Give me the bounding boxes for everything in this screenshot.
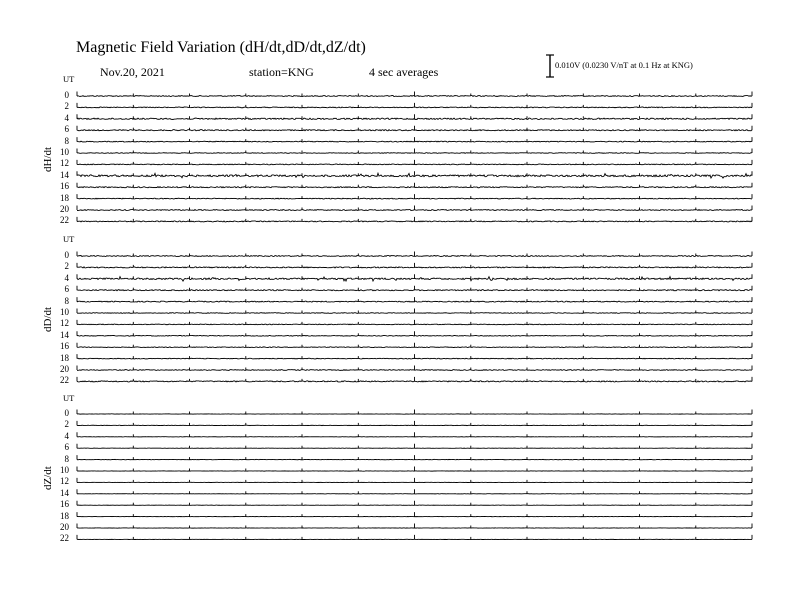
row-label: 0: [64, 408, 69, 418]
row-label: 14: [60, 329, 69, 340]
ut-header: UT: [63, 234, 75, 244]
panel-ylabel: dZ/dt: [42, 466, 54, 490]
row-label: 18: [60, 192, 69, 203]
row-label: 6: [64, 124, 69, 135]
row-label: 12: [60, 476, 69, 487]
row-label: 18: [60, 352, 69, 363]
row-label: 0: [64, 250, 69, 260]
station-label: station=KNG: [249, 65, 314, 79]
row-label: 22: [60, 215, 69, 226]
panel-ylabel: dD/dt: [42, 306, 54, 332]
averaging-label: 4 sec averages: [369, 65, 439, 79]
row-label: 22: [60, 375, 69, 386]
scale-bar: [546, 55, 554, 77]
row-label: 4: [64, 430, 69, 441]
date-label: Nov.20, 2021: [100, 65, 165, 79]
row-label: 20: [60, 364, 69, 374]
row-label: 22: [60, 533, 69, 544]
row-label: 20: [60, 522, 69, 532]
ut-header: UT: [63, 393, 75, 403]
row-label: 14: [60, 169, 69, 180]
panel-ylabel: dH/dt: [42, 146, 54, 172]
row-label: 14: [60, 487, 69, 498]
row-label: 2: [64, 261, 69, 272]
chart-title: Magnetic Field Variation (dH/dt,dD/dt,dZ/dt): [76, 39, 366, 56]
ut-header: UT: [63, 74, 75, 84]
row-label: 4: [64, 112, 69, 123]
row-label: 6: [64, 284, 69, 295]
row-label: 20: [60, 204, 69, 214]
row-label: 2: [64, 101, 69, 112]
row-label: 12: [60, 318, 69, 329]
scale-label: 0.010V (0.0230 V/nT at 0.1 Hz at KNG): [555, 60, 693, 70]
row-label: 12: [60, 158, 69, 169]
row-label: 2: [64, 419, 69, 430]
row-label: 10: [60, 147, 69, 157]
row-label: 16: [60, 499, 69, 510]
row-label: 6: [64, 442, 69, 453]
row-label: 16: [60, 341, 69, 352]
row-label: 18: [60, 510, 69, 521]
row-label: 8: [64, 295, 69, 306]
row-label: 10: [60, 465, 69, 475]
row-label: 10: [60, 307, 69, 317]
row-label: 16: [60, 181, 69, 192]
row-label: 8: [64, 453, 69, 464]
row-label: 0: [64, 90, 69, 100]
row-label: 4: [64, 272, 69, 283]
row-label: 8: [64, 135, 69, 146]
